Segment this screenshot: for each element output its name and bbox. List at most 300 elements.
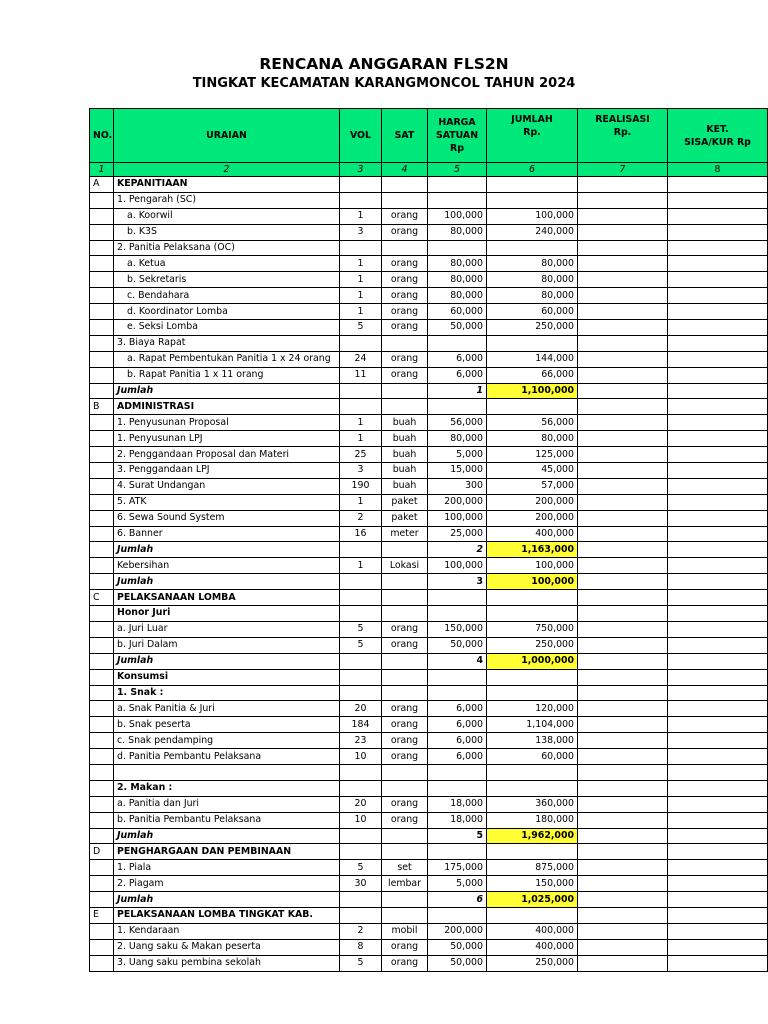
cell-no xyxy=(90,351,114,367)
table-row xyxy=(90,701,768,717)
section-row xyxy=(90,399,768,415)
cell-sat: buah xyxy=(382,415,428,431)
cell-ket xyxy=(668,192,768,208)
cell-sat: orang xyxy=(382,304,428,320)
cell-uraian: b. Panitia Pembantu Pelaksana xyxy=(114,812,340,828)
cell-no xyxy=(90,637,114,653)
cell-ket xyxy=(668,892,768,908)
cell-sat xyxy=(382,606,428,622)
table-row xyxy=(90,606,768,622)
cell-sat xyxy=(382,653,428,669)
cell-ket xyxy=(668,304,768,320)
cell-realisasi xyxy=(578,892,668,908)
cell-jumlah xyxy=(487,335,578,351)
cell-realisasi xyxy=(578,637,668,653)
cell-vol: 1 xyxy=(340,558,382,574)
table-row xyxy=(90,621,768,637)
cell-sat: paket xyxy=(382,494,428,510)
cell-no xyxy=(90,510,114,526)
cell-jumlah xyxy=(487,780,578,796)
cell-sat: orang xyxy=(382,288,428,304)
cell-sat xyxy=(382,590,428,606)
cell-realisasi xyxy=(578,796,668,812)
cell-jumlah: 200,000 xyxy=(487,510,578,526)
cell-realisasi xyxy=(578,288,668,304)
cell-no xyxy=(90,478,114,494)
cell-realisasi xyxy=(578,335,668,351)
cell-no xyxy=(90,717,114,733)
cell-ket xyxy=(668,669,768,685)
cell-harga: 50,000 xyxy=(428,637,487,653)
cell-uraian: 1. Piala xyxy=(114,860,340,876)
cell-ket xyxy=(668,828,768,844)
cell-vol: 8 xyxy=(340,939,382,955)
cell-harga: 5 xyxy=(428,828,487,844)
cell-realisasi xyxy=(578,764,668,780)
table-row xyxy=(90,526,768,542)
cell-vol: 25 xyxy=(340,447,382,463)
cell-harga xyxy=(428,844,487,860)
header-vol: VOL xyxy=(340,109,382,163)
cell-harga: 100,000 xyxy=(428,208,487,224)
cell-sat: orang xyxy=(382,717,428,733)
cell-realisasi xyxy=(578,383,668,399)
cell-vol xyxy=(340,574,382,590)
cell-uraian: a. Rapat Pembentukan Panitia 1 x 24 orang xyxy=(114,351,340,367)
cell-no xyxy=(90,320,114,336)
cell-uraian: e. Seksi Lomba xyxy=(114,320,340,336)
cell-vol xyxy=(340,335,382,351)
cell-vol xyxy=(340,669,382,685)
cell-realisasi xyxy=(578,177,668,193)
cell-vol: 5 xyxy=(340,621,382,637)
cell-harga xyxy=(428,780,487,796)
cell-sat: orang xyxy=(382,637,428,653)
cell-harga: 2 xyxy=(428,542,487,558)
cell-ket xyxy=(668,749,768,765)
section-row xyxy=(90,907,768,923)
cell-harga: 300 xyxy=(428,478,487,494)
cell-ket xyxy=(668,717,768,733)
cell-jumlah: 120,000 xyxy=(487,701,578,717)
cell-jumlah xyxy=(487,764,578,780)
cell-uraian: b. Rapat Panitia 1 x 11 orang xyxy=(114,367,340,383)
cell-realisasi xyxy=(578,653,668,669)
cell-realisasi xyxy=(578,574,668,590)
cell-harga: 6,000 xyxy=(428,733,487,749)
cell-uraian: 2. Penggandaan Proposal dan Materi xyxy=(114,447,340,463)
cell-sat xyxy=(382,542,428,558)
cell-ket xyxy=(668,796,768,812)
cell-ket xyxy=(668,939,768,955)
cell-sat: set xyxy=(382,860,428,876)
table-row xyxy=(90,224,768,240)
cell-realisasi xyxy=(578,192,668,208)
cell-no: C xyxy=(90,590,114,606)
cell-harga: 5,000 xyxy=(428,876,487,892)
cell-realisasi xyxy=(578,733,668,749)
cell-no xyxy=(90,892,114,908)
cell-jumlah: 80,000 xyxy=(487,431,578,447)
cell-vol: 16 xyxy=(340,526,382,542)
cell-realisasi xyxy=(578,955,668,971)
table-row xyxy=(90,939,768,955)
cell-harga: 25,000 xyxy=(428,526,487,542)
cell-vol: 190 xyxy=(340,478,382,494)
cell-realisasi xyxy=(578,621,668,637)
cell-sat xyxy=(382,764,428,780)
cell-sat: buah xyxy=(382,478,428,494)
cell-jumlah: 144,000 xyxy=(487,351,578,367)
cell-ket xyxy=(668,240,768,256)
cell-uraian: 2. Uang saku & Makan peserta xyxy=(114,939,340,955)
table-row xyxy=(90,335,768,351)
cell-sat: buah xyxy=(382,463,428,479)
cell-sat xyxy=(382,335,428,351)
cell-harga: 15,000 xyxy=(428,463,487,479)
cell-no xyxy=(90,876,114,892)
cell-ket xyxy=(668,494,768,510)
cell-ket xyxy=(668,860,768,876)
cell-realisasi xyxy=(578,272,668,288)
cell-realisasi xyxy=(578,701,668,717)
cell-jumlah: 250,000 xyxy=(487,955,578,971)
section-row xyxy=(90,844,768,860)
table-row xyxy=(90,240,768,256)
cell-no xyxy=(90,653,114,669)
cell-uraian: ADMINISTRASI xyxy=(114,399,340,415)
cell-uraian: b. Snak peserta xyxy=(114,717,340,733)
cell-harga xyxy=(428,907,487,923)
cell-ket xyxy=(668,447,768,463)
cell-ket xyxy=(668,463,768,479)
cell-uraian: PELAKSANAAN LOMBA xyxy=(114,590,340,606)
header-jumlah: JUMLAH Rp. xyxy=(487,109,578,163)
cell-harga: 50,000 xyxy=(428,955,487,971)
cell-uraian: 6. Banner xyxy=(114,526,340,542)
cell-uraian: KEPANITIAAN xyxy=(114,177,340,193)
cell-no xyxy=(90,272,114,288)
cell-jumlah: 240,000 xyxy=(487,224,578,240)
cell-sat xyxy=(382,399,428,415)
cell-sat: orang xyxy=(382,256,428,272)
cell-realisasi xyxy=(578,606,668,622)
table-row xyxy=(90,764,768,780)
cell-ket xyxy=(668,335,768,351)
cell-ket xyxy=(668,907,768,923)
cell-vol: 1 xyxy=(340,256,382,272)
subtotal-row xyxy=(90,574,768,590)
cell-sat: orang xyxy=(382,208,428,224)
cell-vol: 1 xyxy=(340,304,382,320)
cell-ket xyxy=(668,320,768,336)
cell-sat: orang xyxy=(382,812,428,828)
cell-jumlah: 80,000 xyxy=(487,272,578,288)
cell-jumlah xyxy=(487,844,578,860)
cell-ket xyxy=(668,415,768,431)
cell-vol xyxy=(340,399,382,415)
cell-ket xyxy=(668,637,768,653)
cell-no xyxy=(90,415,114,431)
cell-vol: 5 xyxy=(340,637,382,653)
cell-uraian: 1. Snak : xyxy=(114,685,340,701)
cell-no xyxy=(90,256,114,272)
cell-sat xyxy=(382,177,428,193)
cell-vol: 2 xyxy=(340,510,382,526)
cell-realisasi xyxy=(578,717,668,733)
cell-no xyxy=(90,574,114,590)
table-row xyxy=(90,923,768,939)
cell-vol: 1 xyxy=(340,494,382,510)
table-row xyxy=(90,447,768,463)
cell-ket xyxy=(668,780,768,796)
cell-harga xyxy=(428,669,487,685)
cell-harga: 80,000 xyxy=(428,256,487,272)
col-num-8: 8 xyxy=(668,163,768,177)
cell-harga xyxy=(428,399,487,415)
cell-uraian: b. K3S xyxy=(114,224,340,240)
cell-harga xyxy=(428,192,487,208)
cell-vol: 1 xyxy=(340,288,382,304)
cell-uraian: Jumlah xyxy=(114,542,340,558)
cell-sat: buah xyxy=(382,431,428,447)
cell-jumlah xyxy=(487,606,578,622)
cell-realisasi xyxy=(578,780,668,796)
cell-sat: orang xyxy=(382,955,428,971)
cell-jumlah: 138,000 xyxy=(487,733,578,749)
cell-no xyxy=(90,860,114,876)
cell-no xyxy=(90,447,114,463)
cell-vol: 10 xyxy=(340,812,382,828)
cell-sat: orang xyxy=(382,749,428,765)
cell-ket xyxy=(668,383,768,399)
cell-no xyxy=(90,383,114,399)
cell-no: D xyxy=(90,844,114,860)
table-row xyxy=(90,796,768,812)
cell-harga: 6,000 xyxy=(428,351,487,367)
cell-sat xyxy=(382,383,428,399)
table-row xyxy=(90,510,768,526)
cell-harga xyxy=(428,590,487,606)
cell-harga: 60,000 xyxy=(428,304,487,320)
cell-ket xyxy=(668,955,768,971)
cell-realisasi xyxy=(578,494,668,510)
cell-sat xyxy=(382,685,428,701)
cell-vol: 2 xyxy=(340,923,382,939)
column-number-row xyxy=(90,163,768,177)
cell-no xyxy=(90,542,114,558)
cell-no xyxy=(90,208,114,224)
cell-realisasi xyxy=(578,351,668,367)
cell-ket xyxy=(668,876,768,892)
cell-sat xyxy=(382,780,428,796)
subtotal-row xyxy=(90,383,768,399)
cell-vol: 3 xyxy=(340,463,382,479)
cell-vol xyxy=(340,192,382,208)
cell-sat xyxy=(382,907,428,923)
cell-no xyxy=(90,192,114,208)
cell-sat xyxy=(382,574,428,590)
cell-no: B xyxy=(90,399,114,415)
cell-no xyxy=(90,288,114,304)
cell-no xyxy=(90,224,114,240)
cell-ket xyxy=(668,733,768,749)
cell-sat: orang xyxy=(382,701,428,717)
cell-no xyxy=(90,939,114,955)
cell-no xyxy=(90,240,114,256)
table-row xyxy=(90,812,768,828)
cell-sat: orang xyxy=(382,351,428,367)
cell-vol: 1 xyxy=(340,272,382,288)
cell-jumlah xyxy=(487,590,578,606)
table-row xyxy=(90,669,768,685)
cell-uraian: 3. Uang saku pembina sekolah xyxy=(114,955,340,971)
cell-uraian: a. Snak Panitia & Juri xyxy=(114,701,340,717)
table-row xyxy=(90,272,768,288)
cell-sat: orang xyxy=(382,224,428,240)
cell-sat: meter xyxy=(382,526,428,542)
cell-harga: 80,000 xyxy=(428,288,487,304)
cell-sat: orang xyxy=(382,320,428,336)
cell-jumlah: 100,000 xyxy=(487,558,578,574)
cell-uraian: 6. Sewa Sound System xyxy=(114,510,340,526)
cell-vol: 5 xyxy=(340,320,382,336)
cell-realisasi xyxy=(578,399,668,415)
cell-vol xyxy=(340,606,382,622)
cell-harga: 100,000 xyxy=(428,510,487,526)
cell-vol: 10 xyxy=(340,749,382,765)
table-row xyxy=(90,637,768,653)
cell-ket xyxy=(668,844,768,860)
cell-no xyxy=(90,558,114,574)
cell-sat: orang xyxy=(382,272,428,288)
cell-realisasi xyxy=(578,669,668,685)
table-row xyxy=(90,208,768,224)
cell-vol: 11 xyxy=(340,367,382,383)
cell-vol xyxy=(340,240,382,256)
cell-uraian: a. Juri Luar xyxy=(114,621,340,637)
cell-harga: 80,000 xyxy=(428,224,487,240)
cell-no xyxy=(90,796,114,812)
cell-harga: 6,000 xyxy=(428,367,487,383)
cell-harga: 4 xyxy=(428,653,487,669)
cell-vol: 20 xyxy=(340,796,382,812)
cell-jumlah xyxy=(487,177,578,193)
cell-no xyxy=(90,955,114,971)
cell-no xyxy=(90,304,114,320)
cell-uraian: 1. Penyusunan Proposal xyxy=(114,415,340,431)
cell-uraian: c. Bendahara xyxy=(114,288,340,304)
cell-ket xyxy=(668,510,768,526)
cell-harga: 200,000 xyxy=(428,923,487,939)
cell-vol: 5 xyxy=(340,860,382,876)
table-row xyxy=(90,463,768,479)
cell-uraian: 2. Makan : xyxy=(114,780,340,796)
cell-harga: 80,000 xyxy=(428,272,487,288)
header-realisasi: REALISASI Rp. xyxy=(578,109,668,163)
table-row xyxy=(90,717,768,733)
cell-ket xyxy=(668,574,768,590)
cell-no xyxy=(90,780,114,796)
cell-harga: 80,000 xyxy=(428,431,487,447)
cell-vol: 5 xyxy=(340,955,382,971)
cell-uraian: PELAKSANAAN LOMBA TINGKAT KAB. xyxy=(114,907,340,923)
cell-uraian: Kebersihan xyxy=(114,558,340,574)
cell-harga xyxy=(428,606,487,622)
cell-no xyxy=(90,701,114,717)
cell-jumlah: 100,000 xyxy=(487,208,578,224)
cell-uraian: 5. ATK xyxy=(114,494,340,510)
cell-jumlah: 57,000 xyxy=(487,478,578,494)
cell-jumlah: 400,000 xyxy=(487,939,578,955)
cell-jumlah xyxy=(487,240,578,256)
cell-uraian: Honor Juri xyxy=(114,606,340,622)
cell-realisasi xyxy=(578,463,668,479)
cell-sat xyxy=(382,192,428,208)
col-num-5: 5 xyxy=(428,163,487,177)
cell-no xyxy=(90,621,114,637)
table-row xyxy=(90,288,768,304)
col-num-1: 1 xyxy=(90,163,114,177)
cell-sat: mobil xyxy=(382,923,428,939)
cell-ket xyxy=(668,351,768,367)
cell-uraian: Konsumsi xyxy=(114,669,340,685)
cell-jumlah xyxy=(487,685,578,701)
subtotal-row xyxy=(90,892,768,908)
cell-uraian: 4. Surat Undangan xyxy=(114,478,340,494)
cell-ket xyxy=(668,701,768,717)
cell-ket xyxy=(668,478,768,494)
cell-harga: 100,000 xyxy=(428,558,487,574)
cell-vol xyxy=(340,653,382,669)
col-num-3: 3 xyxy=(340,163,382,177)
cell-vol: 20 xyxy=(340,701,382,717)
subtotal-row xyxy=(90,653,768,669)
cell-sat: orang xyxy=(382,621,428,637)
cell-realisasi xyxy=(578,860,668,876)
cell-jumlah: 1,962,000 xyxy=(487,828,578,844)
cell-uraian: d. Koordinator Lomba xyxy=(114,304,340,320)
table-row xyxy=(90,749,768,765)
cell-jumlah: 1,104,000 xyxy=(487,717,578,733)
cell-realisasi xyxy=(578,478,668,494)
cell-uraian: Jumlah xyxy=(114,892,340,908)
cell-jumlah xyxy=(487,399,578,415)
cell-uraian: Jumlah xyxy=(114,383,340,399)
cell-jumlah: 80,000 xyxy=(487,288,578,304)
cell-jumlah: 45,000 xyxy=(487,463,578,479)
header-harga: HARGA SATUAN Rp xyxy=(428,109,487,163)
cell-ket xyxy=(668,224,768,240)
cell-harga: 56,000 xyxy=(428,415,487,431)
cell-ket xyxy=(668,812,768,828)
cell-uraian: a. Ketua xyxy=(114,256,340,272)
cell-harga: 18,000 xyxy=(428,796,487,812)
cell-ket xyxy=(668,590,768,606)
cell-no xyxy=(90,335,114,351)
cell-sat xyxy=(382,844,428,860)
cell-harga: 1 xyxy=(428,383,487,399)
cell-uraian: 1. Pengarah (SC) xyxy=(114,192,340,208)
cell-uraian xyxy=(114,764,340,780)
cell-jumlah: 60,000 xyxy=(487,749,578,765)
cell-harga xyxy=(428,685,487,701)
cell-vol: 23 xyxy=(340,733,382,749)
section-row xyxy=(90,590,768,606)
cell-vol xyxy=(340,844,382,860)
cell-no xyxy=(90,764,114,780)
document-subtitle: TINGKAT KECAMATAN KARANGMONCOL TAHUN 2024 xyxy=(192,76,576,91)
